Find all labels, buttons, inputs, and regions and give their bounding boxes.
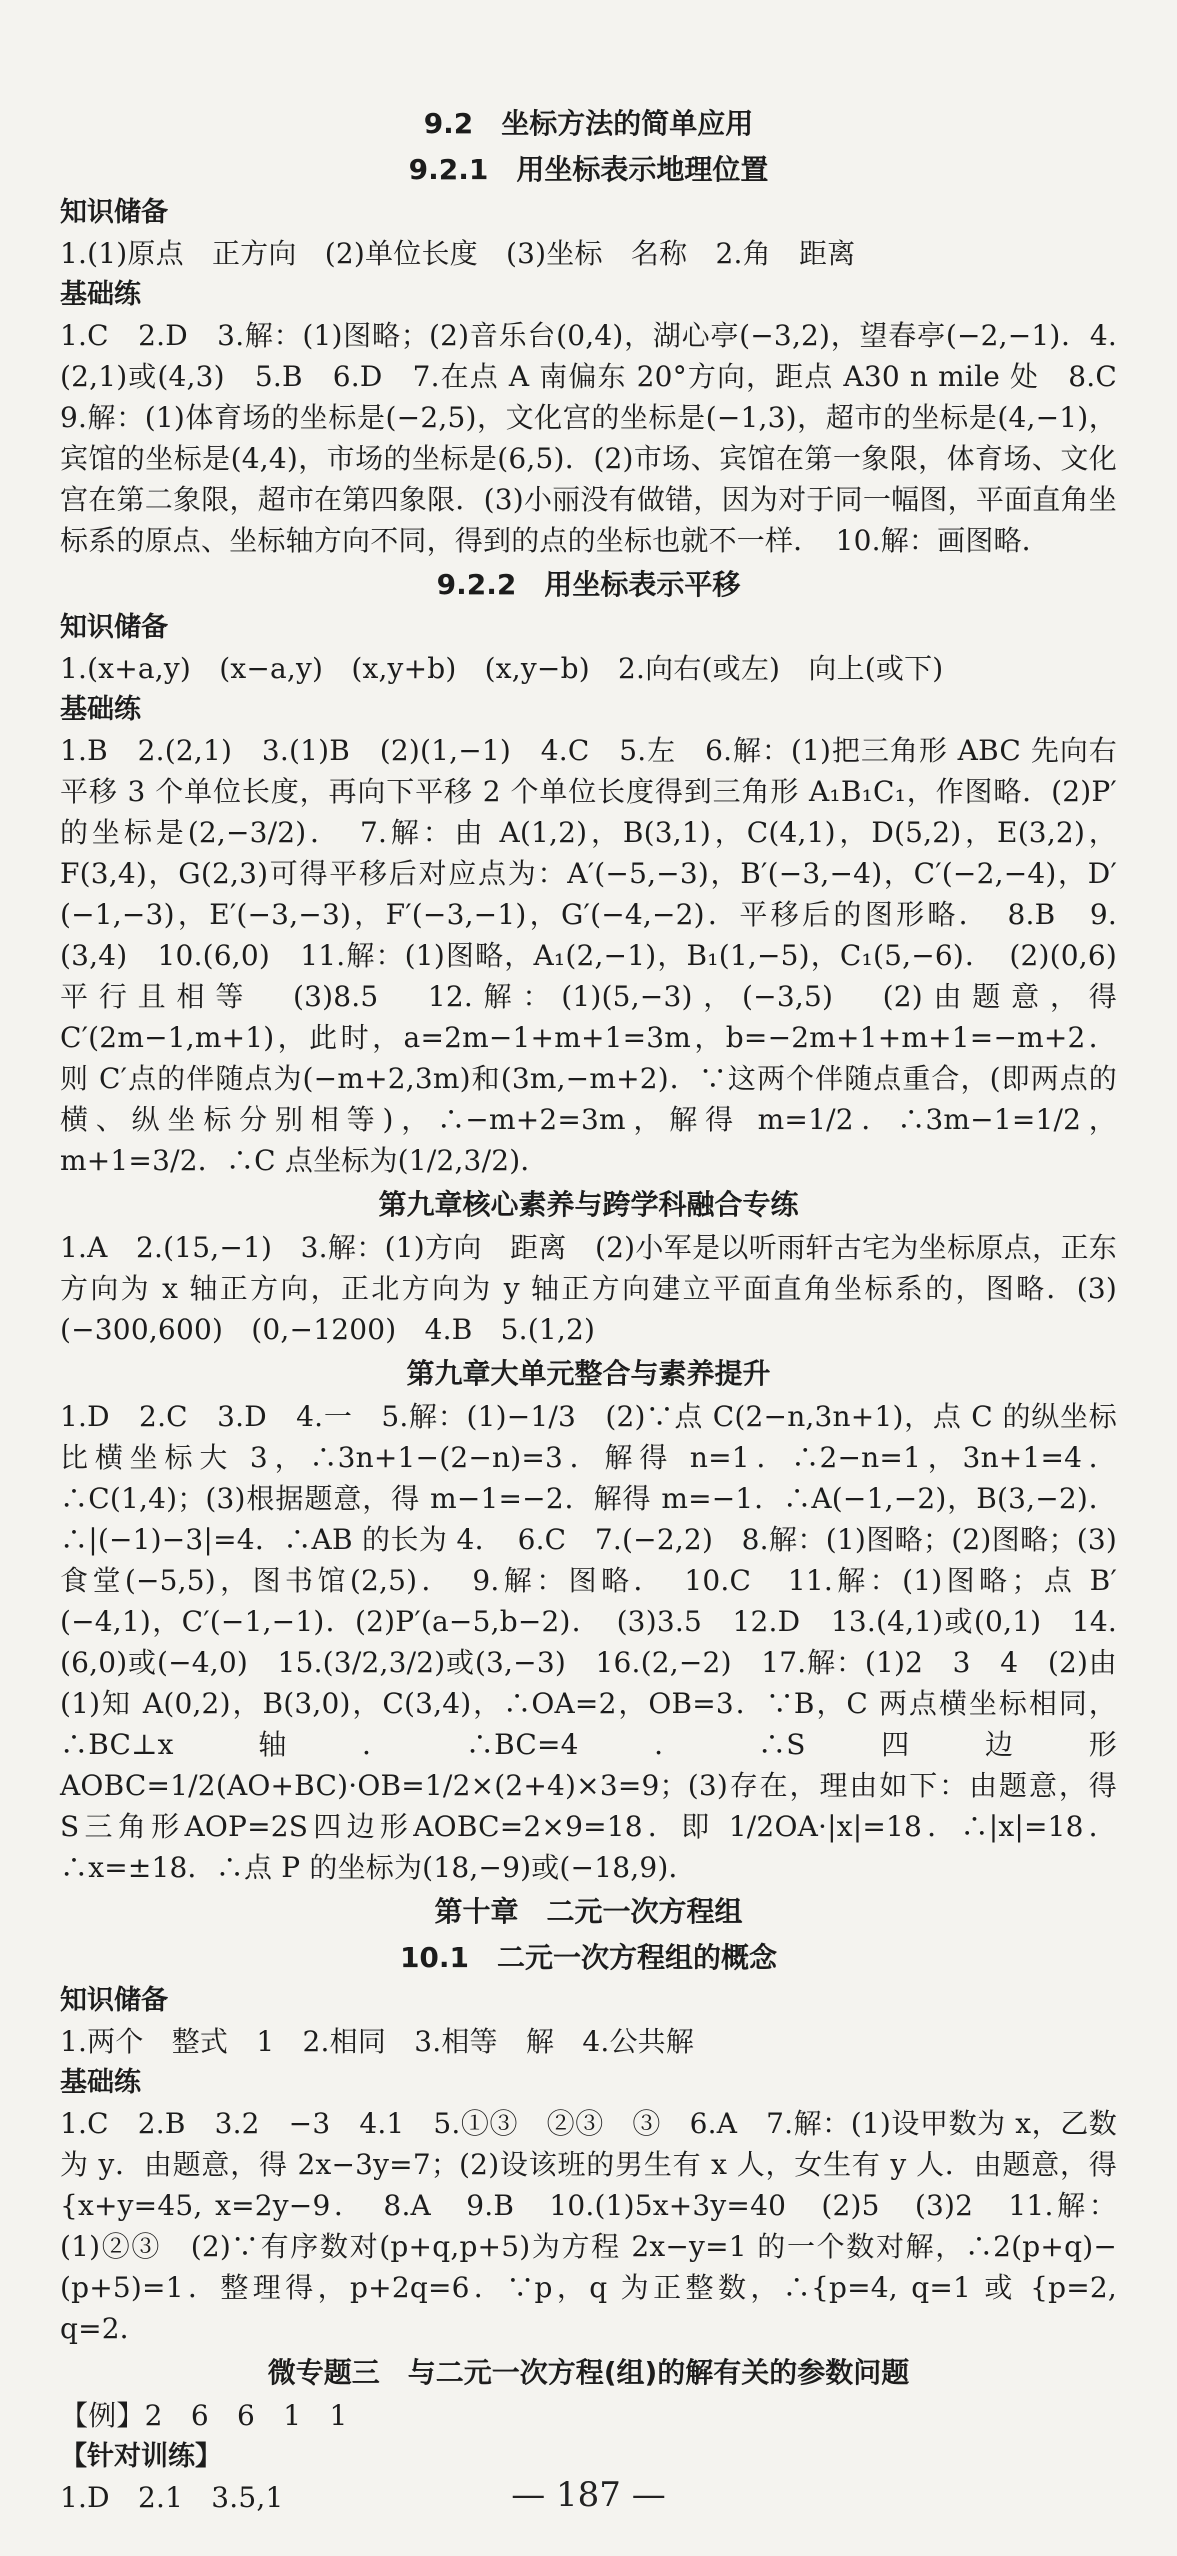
block-text: 1.A 2.(15,−1) 3.解：(1)方向 距离 (2)小军是以听雨轩古宅为坐标原点，正东方向为 x 轴正方向，正北方向为 y 轴正方向建立平面直角坐标系的，图略．(3)(−300,600) (0,−1200) 4.B 5.(1,2)	[60, 1231, 1117, 1346]
block-heading: 【针对训练】	[60, 2441, 222, 2472]
block-text: 1.C 2.D 3.解：(1)图略；(2)音乐台(0,4)，湖心亭(−3,2)，望春亭(−2,−1)．4.(2,1)或(4,3) 5.B 6.D 7.在点 A 南偏东 20°方向，距点 A30 n mile 处 8.C 9.解：(1)体育场的坐标是(−2,5)，文化宫的坐标是(−1,3)，超市的坐标是(4,−1)，宾馆的坐标是(4,4)，市场的坐标是(6,5)．(2)市场、宾馆在第一象限，体育场、文化宫在第二象限，超市在第四象限．(3)小丽没有做错，因为对于同一幅图，平面直角坐标系的原点、坐标轴方向不同，得到的点的坐标也就不一样． 10.解：画图略．	[60, 319, 1146, 557]
block-text: 【例】2 6 6 1 1	[60, 2399, 348, 2432]
block-heading: 基础练	[60, 694, 141, 725]
answer-document	[60, 102, 1146, 2518]
section-chapter10-1	[60, 1890, 1117, 2349]
section-chapter9-unit	[60, 1352, 1117, 1888]
block-text: 1.C 2.B 3.2 −3 4.1 5.①③ ②③ ③ 6.A 7.解：(1)设甲数为 x，乙数为 y．由题意，得 2x−3y=7；(2)设该班的男生有 x 人，女生有 y 人．由题意，得 {x+y=45, x=2y−9． 8.A 9.B 10.(1)5x+3y=40 (2)5 (3)2 11.解：(1)②③ (2)∵有序数对(p+q,p+5)为方程 2x−y=1 的一个数对解，∴2(p+q)−(p+5)=1．整理得，p+2q=6．∵p，q 为正整数，∴{p=4, q=1 或 {p=2, q=2．	[60, 2107, 1117, 2345]
section-title: 第九章核心素养与跨学科融合专练	[378, 1188, 799, 1221]
section-title: 第九章大单元整合与素养提升	[406, 1357, 771, 1390]
block-text: 1.(x+a,y) (x−a,y) (x,y+b) (x,y−b) 2.向右(或左) 向上(或下)	[60, 652, 944, 685]
section-chapter9-core	[60, 1183, 1117, 1350]
section-title: 微专题三 与二元一次方程(组)的解有关的参数问题	[267, 2356, 910, 2389]
section-title: 第十章 二元一次方程组	[434, 1895, 743, 1928]
section-9-2-1	[60, 102, 1146, 561]
block-text: 1.两个 整式 1 2.相同 3.相等 解 4.公共解	[60, 2025, 695, 2058]
block-text: 1.D 2.C 3.D 4.一 5.解：(1)−1/3 (2)∵点 C(2−n,3n+1)，点 C 的纵坐标比横坐标大 3，∴3n+1−(2−n)=3．解得 n=1．∴2−n=1，3n+1=4．∴C(1,4)；(3)根据题意，得 m−1=−2．解得 m=−1．∴A(−1,−2)，B(3,−2)．∴|(−1)−3|=4．∴AB 的长为 4． 6.C 7.(−2,2) 8.解：(1)图略；(2)图略；(3)食堂(−5,5)，图书馆(2,5)． 9.解：图略． 10.C 11.解：(1)图略；点 B′(−4,1)，C′(−1,−1)．(2)P′(a−5,b−2)． (3)3.5 12.D 13.(4,1)或(0,1) 14.(6,0)或(−4,0) 15.(3/2,3/2)或(3,−3) 16.(2,−2) 17.解：(1)2 3 4 (2)由(1)知 A(0,2)，B(3,0)，C(3,4)，∴OA=2，OB=3．∵B，C 两点横坐标相同，∴BC⊥x 轴．∴BC=4．∴S四边形AOBC=1/2(AO+BC)·OB=1/2×(2+4)×3=9；(3)存在，理由如下：由题意，得 S三角形AOP=2S四边形AOBC=2×9=18．即 1/2OA·|x|=18．∴|x|=18．∴x=±18．∴点 P 的坐标为(18,−9)或(−18,9)．	[60, 1400, 1117, 1884]
section-9-2-2	[60, 563, 1146, 1181]
block-heading: 基础练	[60, 2067, 141, 2098]
block-text: 1.B 2.(2,1) 3.(1)B (2)(1,−1) 4.C 5.左 6.解：(1)把三角形 ABC 先向右平移 3 个单位长度，再向下平移 2 个单位长度得到三角形 A₁B₁C₁，作图略．(2)P′的坐标是(2,−3/2)． 7.解：由 A(1,2)，B(3,1)，C(4,1)，D(5,2)，E(3,2)，F(3,4)，G(2,3)可得平移后对应点为：A′(−5,−3)，B′(−3,−4)，C′(−2,−4)，D′(−1,−3)，E′(−3,−3)，F′(−3,−1)，G′(−4,−2)．平移后的图形略． 8.B 9.(3,4) 10.(6,0) 11.解：(1)图略，A₁(2,−1)，B₁(1,−5)，C₁(5,−6)． (2)(0,6) 平行且相等 (3)8.5 12.解：(1)(5,−3)，(−3,5) (2)由题意，得 C′(2m−1,m+1)，此时，a=2m−1+m+1=3m，b=−2m+1+m+1=−m+2．则 C′点的伴随点为(−m+2,3m)和(3m,−m+2)．∵这两个伴随点重合，(即两点的横、纵坐标分别相等)，∴−m+2=3m，解得 m=1/2．∴3m−1=1/2，m+1=3/2．∴C 点坐标为(1/2,3/2)．	[60, 734, 1146, 1177]
block-text: 1.(1)原点 正方向 (2)单位长度 (3)坐标 名称 2.角 距离	[60, 237, 856, 270]
section-subtitle: 9.2.1 用坐标表示地理位置	[408, 153, 769, 186]
block-heading: 基础练	[60, 279, 141, 310]
section-title: 9.2 坐标方法的简单应用	[423, 107, 754, 140]
section-subtitle: 9.2.2 用坐标表示平移	[436, 568, 741, 601]
section-subtitle: 10.1 二元一次方程组的概念	[399, 1941, 778, 1974]
page-number: — 187 —	[511, 2475, 666, 2515]
block-text: 1.D 2.1 3.5,1	[60, 2481, 284, 2514]
block-heading: 知识储备	[60, 197, 168, 228]
block-heading: 知识储备	[60, 612, 168, 643]
block-heading: 知识储备	[60, 1985, 168, 2016]
